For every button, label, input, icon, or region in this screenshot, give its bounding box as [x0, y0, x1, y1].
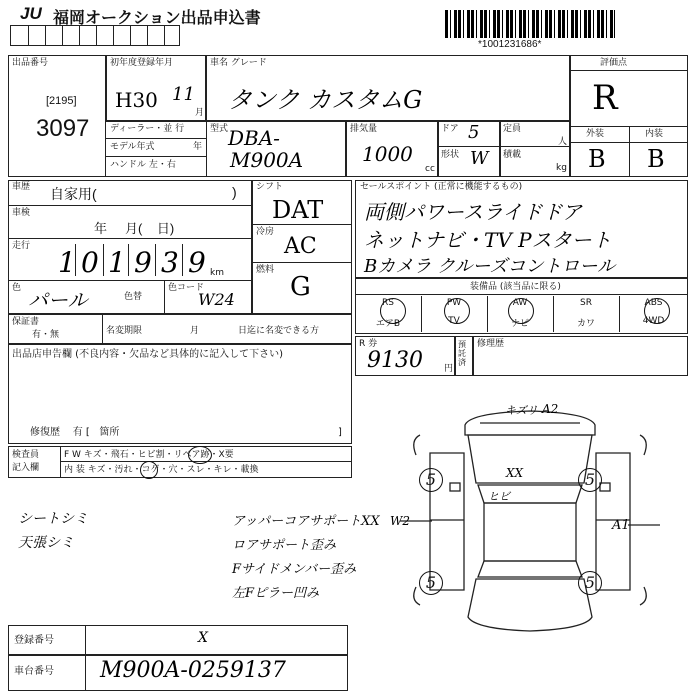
- inspection-text: 年 月( 日): [94, 221, 175, 236]
- color-code-value: W24: [198, 290, 235, 309]
- tire-mark-rear-left: 5: [419, 571, 443, 595]
- displacement-unit: cc: [425, 164, 435, 174]
- sales-point-line: 両側パワースライドドア: [364, 200, 582, 224]
- type-code-2: M900A: [230, 148, 304, 172]
- type-label: 型式: [210, 124, 229, 134]
- car-name: タンク カスタムG: [228, 86, 423, 114]
- fuel-label: 燃料: [256, 265, 275, 275]
- code-circle-mark: [188, 446, 212, 464]
- repair-history: 修復歴 有 [ 箇所: [30, 427, 120, 438]
- model-year-label: モデル年式: [110, 142, 155, 152]
- sales-point-line: ネットナビ・TV Pスタート: [364, 228, 612, 252]
- recycle-unit: 円: [444, 364, 454, 374]
- comments-label: 出品店申告欄 (不良内容・欠品など具体的に記入して下さい): [12, 349, 283, 360]
- note-right: Fサイドメンバー歪み: [232, 562, 357, 577]
- sales-point-line: Bカメラ クルーズコントロール: [364, 256, 616, 277]
- equip-airbag: エアB: [375, 319, 401, 329]
- first-reg-month-unit: 月: [195, 108, 205, 118]
- shift-value: DAT: [272, 196, 324, 224]
- equip-rs: RS: [382, 298, 394, 308]
- usage-label: 車歴: [12, 182, 31, 192]
- period-label: 名変期限: [106, 326, 143, 336]
- mileage-digit: 9: [188, 246, 206, 279]
- period-note: 日迄に名変できる方: [238, 326, 320, 336]
- diagram-mark-a2: A2: [542, 402, 559, 416]
- usage-value: 自家用(: [50, 186, 97, 202]
- ownership-label: 保証書: [12, 317, 40, 327]
- capacity-label: 定員: [503, 124, 522, 134]
- inspection-codes-label-2: 記入欄: [12, 463, 40, 473]
- reg-number-box: [8, 625, 348, 655]
- chassis-label: 車台番号: [14, 666, 54, 677]
- type-code-1: DBA-: [228, 126, 280, 150]
- equip-abs: ABS: [644, 298, 663, 308]
- barcode: [445, 10, 615, 38]
- load-unit: kg: [556, 163, 567, 173]
- deposit-label: 預託済: [458, 340, 466, 367]
- interior-grade: B: [647, 145, 665, 173]
- grade-value: R: [592, 78, 618, 118]
- dealer-label: ディーラー・並 行: [110, 124, 185, 134]
- equip-leather: カワ: [576, 319, 595, 329]
- note-left: 天張シミ: [18, 535, 74, 551]
- car-diagram: [380, 395, 680, 640]
- ac-value: AC: [284, 234, 317, 259]
- fuel-value: G: [290, 272, 311, 302]
- inspection-codes-label-1: 検査員: [12, 450, 40, 460]
- mileage-digit: 1: [58, 246, 76, 279]
- equip-navi: ナビ: [510, 319, 529, 329]
- color-code-label: 色コード: [168, 283, 205, 293]
- inspection-codes-row-1: F W キズ・飛石・ヒビ割・リペア跡・X要: [64, 450, 234, 460]
- diagram-mark-xx: XX: [506, 466, 524, 480]
- shift-label: シフト: [256, 182, 284, 192]
- equip-tv: TV: [448, 316, 460, 326]
- color-value: パール: [28, 288, 88, 312]
- recycle-label: R 券: [359, 339, 378, 349]
- car-name-label: 車名 グレード: [210, 58, 267, 68]
- door-label: ドア: [441, 124, 459, 134]
- door-value: 5: [468, 122, 480, 143]
- equip-check-mark: [644, 298, 670, 324]
- displacement-value: 1000: [362, 142, 413, 166]
- mileage-unit: km: [210, 268, 224, 278]
- note-right: アッパーコアサポートXX: [232, 514, 380, 529]
- capacity-unit: 人: [558, 137, 568, 147]
- repair-box: [473, 336, 688, 376]
- equip-aw: AW: [512, 298, 528, 308]
- equip-4wd: 4WD: [642, 316, 665, 326]
- mileage-digits: [50, 240, 212, 278]
- repair-bracket: ]: [338, 427, 342, 438]
- model-year-unit: 年: [193, 142, 203, 152]
- logo: JU: [20, 4, 42, 23]
- note-left: シートシミ: [18, 511, 88, 527]
- lot-label: 出品番号: [12, 58, 49, 68]
- first-reg-month: 11: [172, 84, 195, 105]
- shape-value: W: [470, 148, 489, 169]
- reg-number-label: 登録番号: [14, 635, 54, 646]
- tire-mark-front-left: 5: [419, 468, 443, 492]
- equipment-label: 装備品 (該当品に限る): [470, 282, 561, 292]
- color-change-label: 色替: [124, 292, 143, 302]
- interior-label: 内装: [645, 129, 664, 139]
- note-right: ロアサポート歪み: [232, 538, 337, 553]
- chassis-value: M900A-0259137: [100, 658, 286, 683]
- sales-points-label: セールスポイント (正常に機能するもの): [360, 182, 523, 192]
- displacement-label: 排気量: [350, 124, 378, 134]
- first-reg-label: 初年度登録年月: [110, 58, 174, 68]
- load-label: 積載: [503, 150, 522, 160]
- form-title: 福岡オークション出品申込書: [53, 10, 261, 27]
- ac-label: 冷房: [256, 227, 275, 237]
- equip-check-mark: [444, 298, 470, 324]
- equip-pw: PW: [446, 298, 462, 308]
- equip-check-mark: [508, 298, 534, 324]
- usage-close: ): [232, 184, 237, 200]
- mileage-digit: 9: [134, 246, 152, 279]
- lot-small-number: [2195]: [46, 95, 77, 107]
- tire-mark-front-right: 5: [578, 468, 602, 492]
- first-reg-era: H30: [115, 88, 158, 112]
- diagram-mark-a1: A1: [612, 518, 630, 533]
- note-right: 左Fピラー凹み: [232, 586, 320, 601]
- inspection-label: 車検: [12, 208, 31, 218]
- tire-mark-rear-right: 5: [578, 571, 602, 595]
- mileage-digit: 3: [161, 246, 179, 279]
- lot-number: 3097: [36, 115, 90, 142]
- mileage-digit: 1: [108, 246, 126, 279]
- grade-label: 評価点: [600, 58, 628, 68]
- repair-label: 修理歴: [477, 339, 505, 349]
- diagram-mark-crack: ヒビ: [488, 490, 510, 503]
- barcode-text: *1001231686*: [478, 39, 542, 50]
- exterior-grade: B: [588, 145, 606, 173]
- equip-sr: SR: [580, 298, 592, 308]
- exterior-label: 外装: [586, 129, 605, 139]
- diagram-mark-w2: W2: [390, 514, 410, 528]
- reg-number-value: X: [198, 630, 208, 646]
- header-grid: [10, 25, 180, 46]
- ownership-value: 有・無: [32, 330, 60, 340]
- inspection-codes-row-2: 内 装 キズ・汚れ・コゲ・穴・スレ・キレ・載換: [64, 465, 259, 475]
- recycle-value: 9130: [367, 348, 423, 373]
- shape-label: 形状: [441, 150, 460, 160]
- equip-check-mark: [380, 298, 406, 324]
- color-label: 色: [12, 283, 22, 293]
- mileage-label: 走行: [12, 241, 31, 251]
- diagram-mark-top: キズリ: [505, 404, 538, 417]
- code-circle-mark: [140, 461, 158, 479]
- handle-label: ハンドル 左・右: [110, 160, 176, 170]
- mileage-digit: 0: [81, 246, 99, 279]
- period-month: 月: [190, 326, 200, 336]
